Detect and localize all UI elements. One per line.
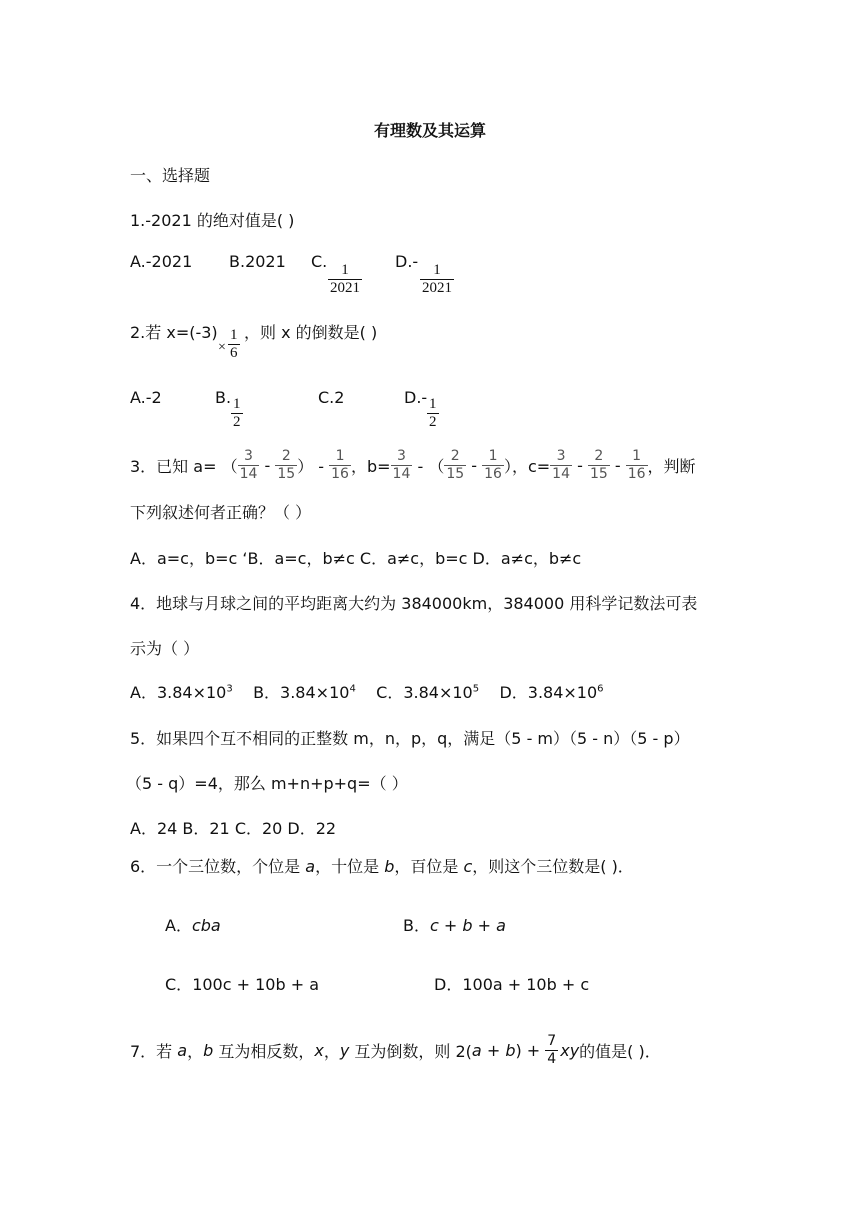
question-1-option-a: A.-2021 <box>130 252 193 271</box>
question-2-option-d-fraction <box>427 396 439 431</box>
fraction-numerator: 1 <box>233 396 241 412</box>
question-1-stem: 1.-2021 的绝对值是( ) <box>130 211 295 230</box>
text-segment: - （ <box>412 456 445 476</box>
fraction-denominator: 16 <box>331 465 349 482</box>
option-b <box>253 683 356 702</box>
fraction-denominator: 15 <box>277 465 296 482</box>
option-label: D． <box>434 975 463 994</box>
question-2-option-c: C.2 <box>318 388 345 407</box>
fraction-denominator: 15 <box>589 465 608 482</box>
option-label: C． <box>165 975 193 994</box>
question-2-option-b-fraction <box>231 396 243 431</box>
option-expression: c + b + a <box>429 916 506 935</box>
minus-sign: - <box>466 455 483 475</box>
fraction-numerator: 2 <box>444 448 466 466</box>
minus-sign: - <box>259 455 276 475</box>
fraction-denominator: 16 <box>627 465 646 482</box>
question-6-option-d <box>434 972 589 995</box>
question-2-option-d-prefix: D.- <box>404 388 428 407</box>
fraction-numerator: 1 <box>429 396 437 412</box>
option-b-text: B．3.84×10 <box>253 683 350 702</box>
text-segment: 的值是( )． <box>579 1041 661 1061</box>
text-segment: ， <box>323 1041 340 1061</box>
variable: b <box>203 1040 214 1060</box>
text-segment: ） - <box>297 456 330 476</box>
option-d-text: D．3.84×10 <box>499 683 598 702</box>
option-c <box>376 683 479 702</box>
question-6-stem <box>130 854 634 877</box>
text-segment: ，百位是 <box>394 857 464 876</box>
fraction-denominator: 14 <box>239 465 258 482</box>
fraction-denominator: 4 <box>547 1050 557 1067</box>
exponent: 6 <box>597 683 604 695</box>
text-segment: 6．一个三位数，个位是 <box>130 857 306 876</box>
variable: x <box>314 1040 324 1060</box>
question-2-stem-part-1: 2.若 x=(-3) <box>130 323 218 342</box>
text-segment: 互为相反数， <box>213 1041 315 1061</box>
fraction-denominator: 2 <box>429 414 437 430</box>
option-label: A． <box>165 916 192 935</box>
option-a-text: A．3.84×10 <box>130 683 227 702</box>
option-label: B． <box>403 916 430 935</box>
fraction-denominator: 16 <box>484 465 502 482</box>
fraction-numerator: 3 <box>550 448 572 466</box>
question-1-option-c-prefix: C. <box>311 252 328 271</box>
question-3-options: A．a=c，b=c ‘B．a=c，b≠c C．a≠c，b=c D．a≠c，b≠c <box>130 549 582 568</box>
question-5-stem-line-2: （5 - q）=4，那么 m+n+p+q=（ ） <box>126 774 408 793</box>
page-title: 有理数及其运算 <box>373 121 486 140</box>
option-expression: cba <box>191 916 221 935</box>
exponent: 4 <box>349 683 356 695</box>
fraction <box>545 1033 558 1068</box>
question-2-option-a: A.-2 <box>130 388 162 407</box>
fraction-denominator: 6 <box>230 345 238 361</box>
text-segment: ， <box>187 1041 204 1061</box>
fraction-numerator: 3 <box>238 448 260 466</box>
question-1-option-b: B.2021 <box>229 252 286 271</box>
fraction <box>588 448 610 483</box>
option-expression: 100a + 10b + c <box>462 975 590 994</box>
question-1-option-d-prefix: D.- <box>395 252 419 271</box>
variable: a <box>177 1040 188 1060</box>
question-4-stem-line-2: 示为（ ） <box>130 639 200 658</box>
fraction <box>626 448 648 483</box>
fraction <box>444 448 466 483</box>
question-6-option-a <box>165 913 221 936</box>
question-2-stem-part-2: ，则 x 的倒数是( ) <box>244 323 378 342</box>
question-2-option-b-prefix: B. <box>215 388 232 407</box>
option-expression: 100c + 10b + a <box>192 975 319 994</box>
text-segment: ) + <box>515 1040 546 1060</box>
text-segment: + <box>481 1040 506 1060</box>
question-5-stem-line-1: 5．如果四个互不相同的正整数 m，n，p，q，满足（5 - m）（5 - n）（5 - p） <box>130 729 690 748</box>
question-1-option-c-fraction <box>328 262 362 297</box>
minus-sign: - <box>609 455 626 475</box>
fraction-numerator: 1 <box>329 448 351 466</box>
question-5-options: A．24 B．21 C．20 D．22 <box>130 819 337 838</box>
fraction-denominator: 14 <box>552 465 570 482</box>
fraction-denominator: 2021 <box>330 280 360 296</box>
question-6-option-c <box>165 972 319 995</box>
option-c-text: C．3.84×10 <box>376 683 473 702</box>
text-segment: ，十位是 <box>315 857 385 876</box>
fraction-denominator: 2 <box>233 414 241 430</box>
exponent: 5 <box>472 683 480 695</box>
fraction-numerator: 2 <box>588 448 610 466</box>
question-3-stem-line-1 <box>130 445 696 485</box>
fraction <box>550 448 572 483</box>
question-4-stem-line-1: 4．地球与月球之间的平均距离大约为 384000km，384000 用科学记数法可表 <box>130 594 698 613</box>
option-d <box>499 683 603 702</box>
option-a <box>130 683 233 702</box>
fraction-denominator: 2021 <box>422 280 452 296</box>
fraction-numerator: 2 <box>275 448 297 466</box>
fraction <box>391 448 413 483</box>
question-1-option-d-fraction <box>420 262 454 297</box>
variable: a <box>305 857 316 876</box>
variable: b <box>505 1040 516 1060</box>
question-6-option-b <box>403 913 506 936</box>
text-segment: ，判断 <box>647 456 696 476</box>
text-segment: ，b= <box>350 456 391 476</box>
section-heading: 一、选择题 <box>130 166 211 185</box>
text-segment: ，则这个三位数是( )． <box>472 857 634 876</box>
variable: b <box>384 857 395 876</box>
times-sign: × <box>218 340 226 355</box>
fraction-numerator: 7 <box>547 1032 557 1049</box>
minus-sign: - <box>571 455 588 475</box>
fraction-denominator: 15 <box>446 465 465 482</box>
text-segment: 互为倒数，则 2( <box>349 1041 472 1061</box>
text-segment: 3．已知 a= （ <box>130 456 238 476</box>
question-2-fraction <box>228 327 240 362</box>
fraction <box>238 448 260 483</box>
fraction-numerator: 1 <box>420 262 454 280</box>
question-3-stem-line-2: 下列叙述何者正确？（ ） <box>130 503 312 522</box>
variable: a <box>471 1040 482 1060</box>
fraction-numerator: 3 <box>391 448 413 466</box>
fraction-numerator: 1 <box>230 327 238 343</box>
question-4-options <box>130 680 604 703</box>
fraction-numerator: 1 <box>328 262 362 280</box>
fraction-denominator: 14 <box>392 465 411 482</box>
question-7-stem <box>130 1028 661 1072</box>
fraction <box>275 448 297 483</box>
text-segment: 7．若 <box>130 1041 178 1061</box>
fraction-numerator: 1 <box>482 448 504 466</box>
fraction <box>482 448 504 483</box>
fraction <box>329 448 351 483</box>
variable: y <box>339 1040 350 1060</box>
exponent: 3 <box>226 683 233 695</box>
fraction-numerator: 1 <box>626 448 648 466</box>
text-segment: ），c= <box>503 456 551 476</box>
variable: xy <box>560 1040 580 1060</box>
variable: c <box>463 857 473 876</box>
